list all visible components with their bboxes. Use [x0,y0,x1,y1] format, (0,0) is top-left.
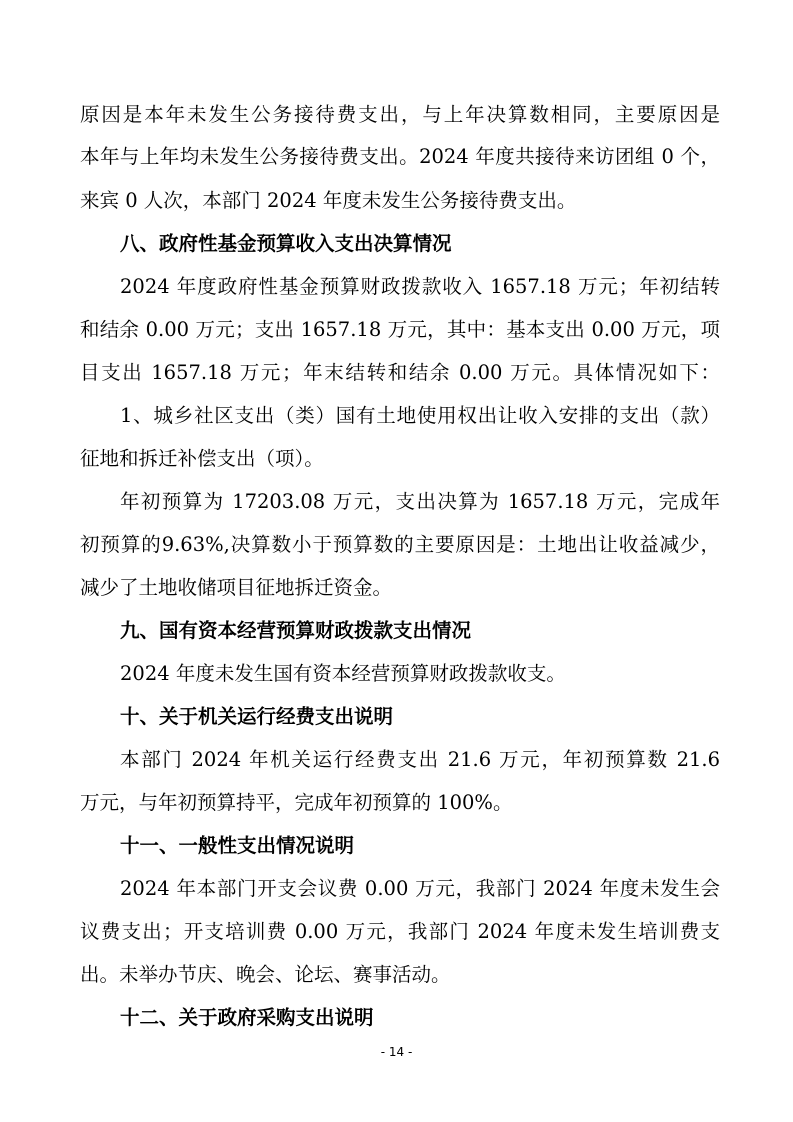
paragraph-line: 本部门 2024 年机关运行经费支出 21.6 万元，年初预算数 21.6 [120,748,720,771]
section-heading: 八、政府性基金预算收入支出决算情况 [120,232,452,255]
section-heading: 十一、一般性支出情况说明 [120,834,355,857]
paragraph-line: 年初预算为 17203.08 万元，支出决算为 1657.18 万元，完成年 [120,490,720,513]
paragraph-line: 减少了土地收储项目征地拆迁资金。 [80,576,393,599]
section-heading: 十、关于机关运行经费支出说明 [120,705,394,728]
paragraph-line: 来宾 0 人次，本部门 2024 年度未发生公务接待费支出。 [80,189,577,212]
paragraph-line: 万元，与年初预算持平，完成年初预算的 100%。 [80,791,513,814]
paragraph-line: 出。未举办节庆、晚会、论坛、赛事活动。 [80,963,451,986]
section-heading: 十二、关于政府采购支出说明 [120,1006,374,1029]
paragraph-line: 2024 年度未发生国有资本经营预算财政拨款收支。 [120,662,566,685]
paragraph-line: 初预算的9.63%,决算数小于预算数的主要原因是：土地出让收益减少， [80,533,720,556]
paragraph-line: 1、城乡社区支出（类）国有土地使用权出让收入安排的支出（款） [120,404,720,427]
paragraph-line: 议费支出；开支培训费 0.00 万元，我部门 2024 年度未发生培训费支 [80,920,720,943]
page-number: - 14 - [380,1045,413,1059]
paragraph-line: 本年与上年均未发生公务接待费支出。2024 年度共接待来访团组 0 个， [80,145,720,168]
section-heading: 九、国有资本经营预算财政拨款支出情况 [120,619,472,642]
paragraph-line: 目支出 1657.18 万元；年末结转和结余 0.00 万元。具体情况如下： [80,361,720,384]
paragraph-line: 征地和拆迁补偿支出（项）。 [80,447,324,470]
paragraph-line: 和结余 0.00 万元；支出 1657.18 万元，其中：基本支出 0.00 万元，项 [80,318,720,341]
paragraph-line: 2024 年本部门开支会议费 0.00 万元，我部门 2024 年度未发生会 [120,877,720,900]
paragraph-line: 2024 年度政府性基金预算财政拨款收入 1657.18 万元；年初结转 [120,275,720,298]
paragraph-line: 原因是本年未发生公务接待费支出，与上年决算数相同，主要原因是 [80,103,720,126]
